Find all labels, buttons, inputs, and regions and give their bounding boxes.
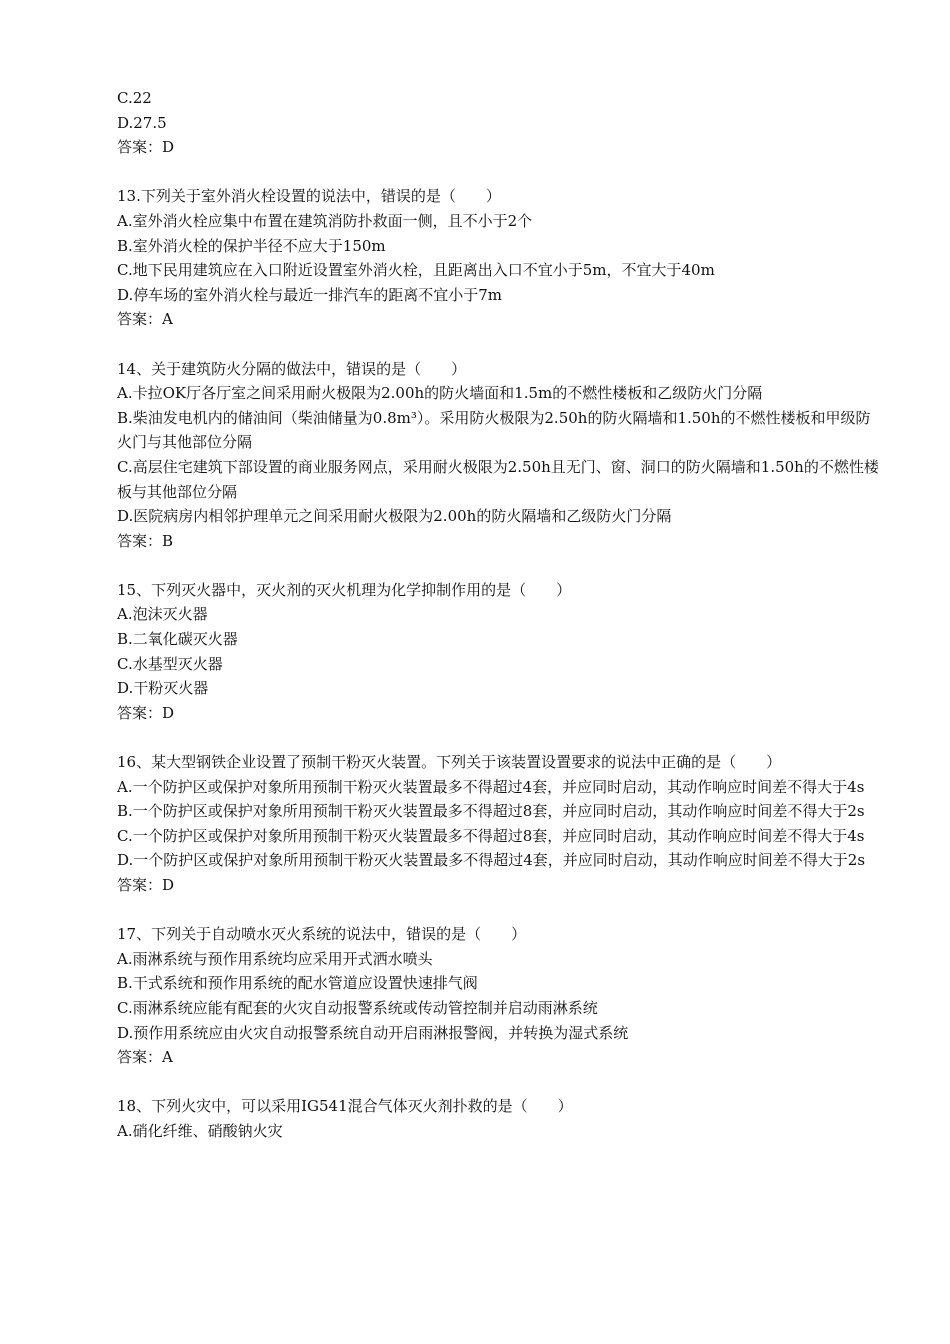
option-a: A.卡拉OK厅各厅室之间采用耐火极限为2.00h的防火墙面和1.5m的不燃性楼板和乙级防火门分隔 <box>117 384 763 403</box>
option-c: C.雨淋系统应能有配套的火灾自动报警系统或传动管控制并启动雨淋系统 <box>117 998 598 1017</box>
option-d: D.干粉灭火器 <box>117 679 209 698</box>
answer: 答案：D <box>117 876 175 894</box>
option-c: C.水基型灭火器 <box>117 654 223 673</box>
option-b: B.干式系统和预作用系统的配水管道应设置快速排气阀 <box>117 974 478 993</box>
option-c: C.高层住宅建筑下部设置的商业服务网点，采用耐火极限为2.50h且无门、窗、洞口的防火隔墙和1.50h的不燃性楼板与其他部位分隔 <box>117 457 879 501</box>
answer: 答案：B <box>117 531 174 550</box>
question-17 <box>117 922 882 1070</box>
previous-question-fragment <box>117 86 882 160</box>
question-stem: 14、关于建筑防火分隔的做法中，错误的是（ ） <box>117 359 467 378</box>
option-b: B.二氧化碳灭火器 <box>117 630 238 649</box>
option-c: C.一个防护区或保护对象所用预制干粉灭火装置最多不得超过8套，并应同时启动，其动作响应时间差不得大于4s <box>117 826 865 845</box>
question-stem: 16、某大型钢铁企业设置了预制干粉灭火装置。下列关于该装置设置要求的说法中正确的是（ ） <box>117 753 782 772</box>
option-a: A.泡沫灭火器 <box>117 605 208 624</box>
answer: 答案：A <box>117 310 173 329</box>
option-c: C.地下民用建筑应在入口附近设置室外消火栓，且距离出入口不宜小于5m，不宜大于40m <box>117 261 715 280</box>
answer: 答案：D <box>117 703 175 722</box>
option-a: A.室外消火栓应集中布置在建筑消防扑救面一侧，且不小于2个 <box>117 211 533 230</box>
option-b: B.柴油发电机内的储油间（柴油储量为0.8m³）。采用防火极限为2.50h的防火隔墙和1.50h的不燃性楼板和甲级防火门与其他部位分隔 <box>117 408 871 452</box>
question-list <box>117 86 882 1144</box>
answer: 答案：A <box>117 1048 173 1067</box>
question-14 <box>117 357 882 554</box>
option-d: D.停车场的室外消火栓与最近一排汽车的距离不宜小于7m <box>117 285 503 304</box>
option-d: D.预作用系统应由火灾自动报警系统自动开启雨淋报警阀，并转换为湿式系统 <box>117 1023 629 1042</box>
option-a: A.雨淋系统与预作用系统均应采用开式洒水喷头 <box>117 949 433 968</box>
question-stem: 15、下列灭火器中，灭火剂的灭火机理为化学抑制作用的是（ ） <box>117 580 572 599</box>
option-b: B.室外消火栓的保护半径不应大于150m <box>117 236 386 255</box>
question-stem: 18、下列火灾中，可以采用IG541混合气体灭火剂扑救的是（ ） <box>117 1097 573 1116</box>
option-b: B.一个防护区或保护对象所用预制干粉灭火装置最多不得超过8套，并应同时启动，其动作响应时间差不得大于2s <box>117 802 865 821</box>
answer: 答案：D <box>117 138 175 157</box>
option-a: A.硝化纤维、硝酸钠火灾 <box>117 1121 283 1140</box>
question-16 <box>117 750 882 898</box>
option-d: D.医院病房内相邻护理单元之间采用耐火极限为2.00h的防火隔墙和乙级防火门分隔 <box>117 507 672 526</box>
question-stem: 17、下列关于自动喷水灭火系统的说法中，错误的是（ ） <box>117 925 527 944</box>
option-d: D.27.5 <box>117 113 167 132</box>
question-13 <box>117 184 882 332</box>
question-18 <box>117 1094 882 1143</box>
option-d: D.一个防护区或保护对象所用预制干粉灭火装置最多不得超过4套，并应同时启动，其动作响应时间差不得大于2s <box>117 851 866 870</box>
option-c: C.22 <box>117 89 152 107</box>
question-15 <box>117 578 882 726</box>
question-stem: 13.下列关于室外消火栓设置的说法中，错误的是（ ） <box>117 187 501 206</box>
option-a: A.一个防护区或保护对象所用预制干粉灭火装置最多不得超过4套，并应同时启动，其动作响应时间差不得大于4s <box>117 777 865 796</box>
